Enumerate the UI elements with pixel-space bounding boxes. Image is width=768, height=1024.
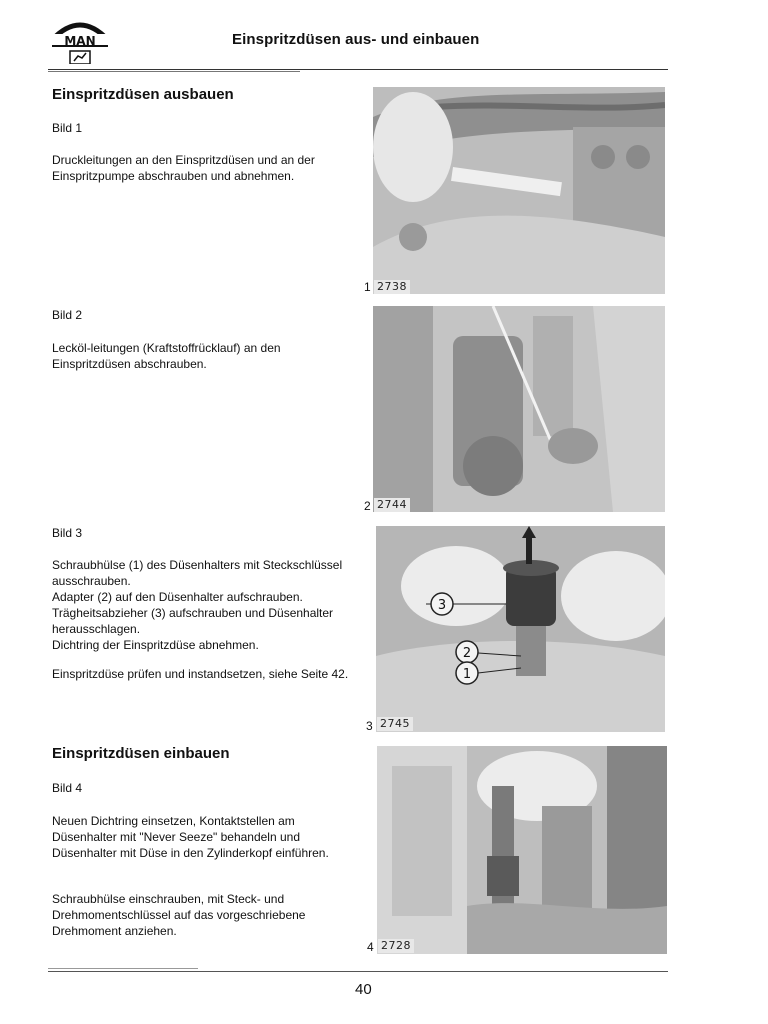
man-logo — [48, 12, 112, 64]
figure-description: Neuen Dichtring einsetzen, Kontaktstellen am Düsenhalter mit "Never Seeze" behandeln und Düsenhalter mit Düse in den Zylinderkopf einführen. — [52, 814, 329, 860]
photo-code: 2745 — [377, 717, 413, 731]
figure-description: Druckleitungen an den Einspritzdüsen und an der Einspritzpumpe abschrauben und abnehmen. — [52, 153, 315, 183]
logo-text: MAN — [64, 34, 96, 48]
photo-code: 2728 — [378, 939, 414, 953]
figure-number: 4 — [367, 940, 374, 954]
figure-description: Lecköl‑leitungen (Kraftstoffrücklauf) an den Einspritzdüsen abschrauben. — [52, 341, 281, 371]
section-title-removal: Einspritzdüsen ausbauen — [52, 86, 234, 103]
page-header-title: Einspritzdüsen aus- und einbauen — [232, 31, 480, 48]
figure-photo — [373, 87, 665, 294]
footer-divider-secondary — [48, 968, 198, 969]
figure-number: 3 — [366, 719, 373, 733]
figure-description: Schraubhülse (1) des Düsenhalters mit Steckschlüssel ausschrauben. Adapter (2) auf den Düsenhalter aufschrauben. Trägheitsabzieher (3) aufschrauben und Düsenhalter herausschlagen. Dichtring der Einspritzdüse abnehmen. — [52, 558, 343, 652]
page-number: 40 — [355, 981, 372, 998]
figure-photo — [376, 526, 665, 732]
figure-photo — [373, 306, 665, 512]
callout-3: 3 — [437, 598, 447, 613]
header-divider — [48, 69, 668, 70]
photo-code: 2744 — [374, 498, 410, 512]
callout-1: 1 — [462, 667, 472, 682]
figure-description: Einspritzdüse prüfen und instandsetzen, siehe Seite 42. — [52, 667, 349, 681]
figure-label: Bild 2 — [52, 308, 83, 322]
figure-label: Bild 4 — [52, 781, 83, 795]
figure-description: Schraubhülse einschrauben, mit Steck- und Drehmomentschlüssel auf das vorgeschriebene Drehmoment anziehen. — [52, 892, 306, 938]
photo-code: 2738 — [374, 280, 410, 294]
figure-number: 1 — [364, 280, 371, 294]
figure-label: Bild 3 — [52, 526, 83, 540]
header-divider-secondary — [48, 71, 300, 72]
figure-label: Bild 1 — [52, 121, 83, 135]
figure-number: 2 — [364, 499, 371, 513]
callout-2: 2 — [462, 646, 472, 661]
figure-photo — [377, 746, 667, 954]
footer-divider — [48, 971, 668, 972]
section-title-installation: Einspritzdüsen einbauen — [52, 745, 230, 762]
